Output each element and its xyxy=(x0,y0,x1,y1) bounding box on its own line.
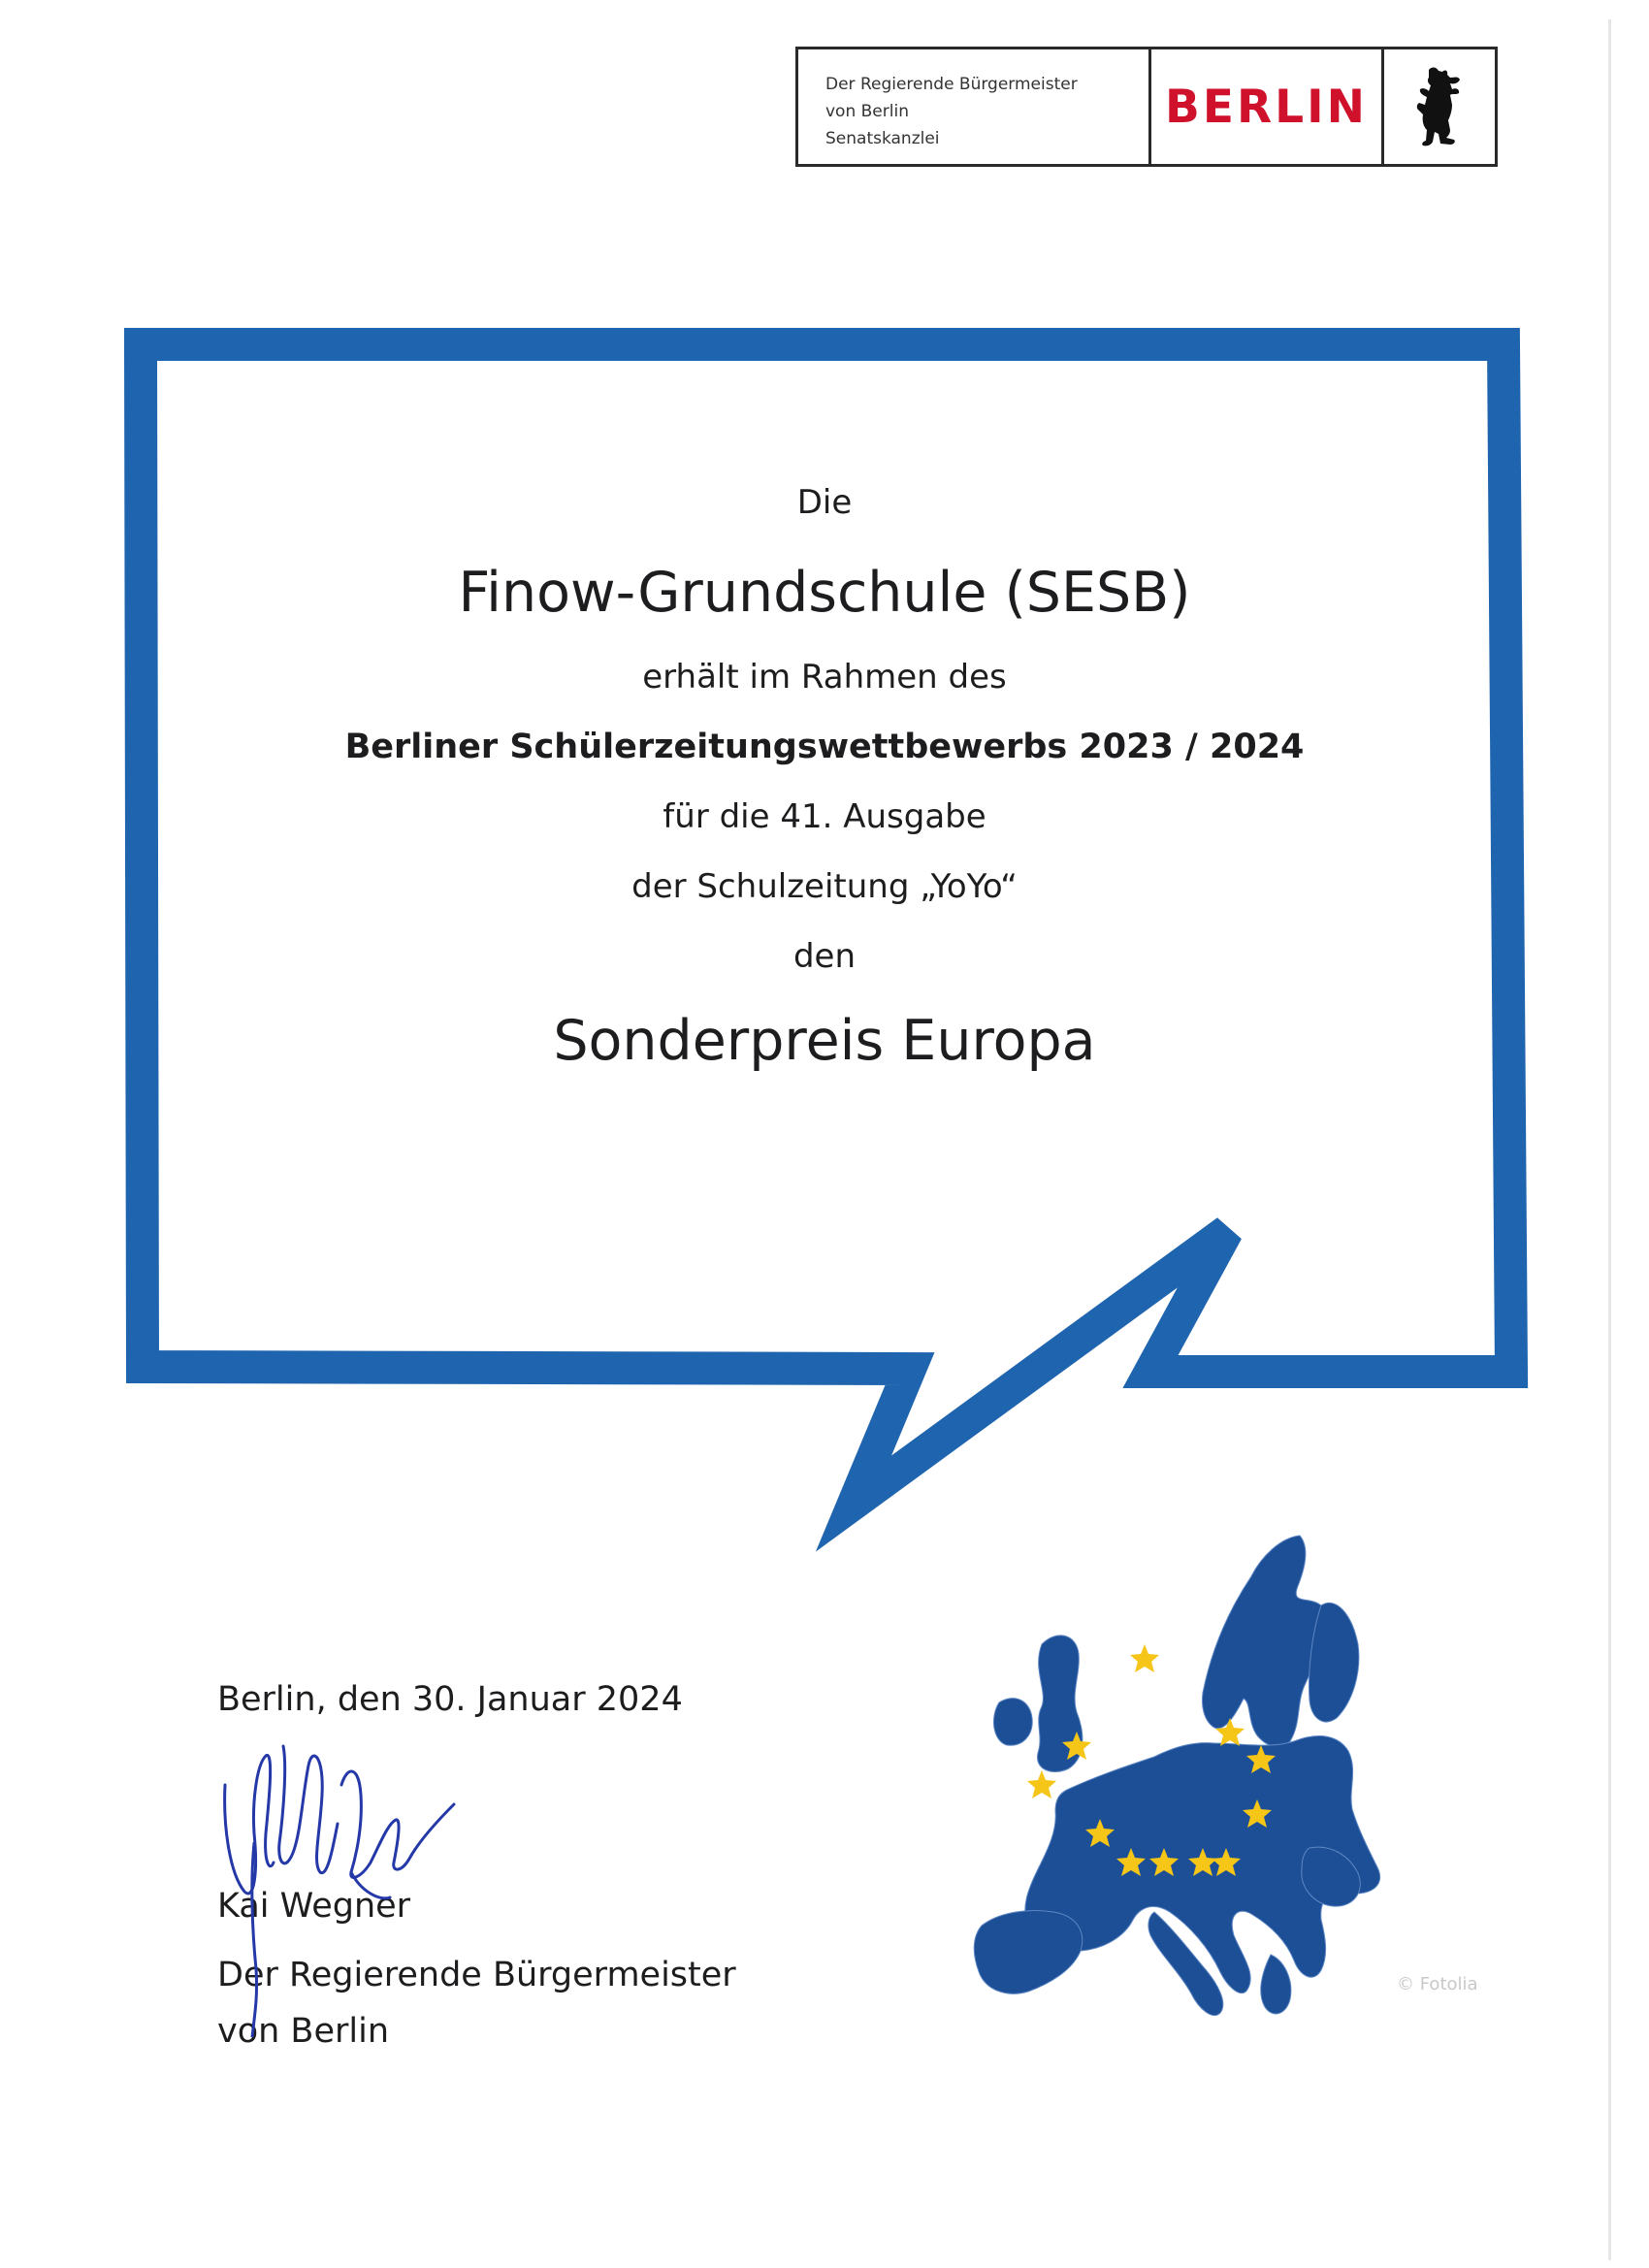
place-date: Berlin, den 30. Januar 2024 xyxy=(217,1680,683,1719)
sender-line-2: von Berlin xyxy=(825,102,909,121)
award-title: Sonderpreis Europa xyxy=(553,1009,1096,1073)
signature-image xyxy=(215,1727,487,2037)
signer-name: Kai Wegner xyxy=(217,1887,411,1926)
edition-line: für die 41. Ausgabe xyxy=(663,797,986,836)
sender-line-3: Senatskanzlei xyxy=(825,129,940,148)
image-credit: © Fotolia xyxy=(1397,1974,1478,1994)
signer-title-2: von Berlin xyxy=(217,2012,389,2051)
newspaper-line: der Schulzeitung „YoYo“ xyxy=(631,867,1018,906)
school-name: Finow-Grundschule (SESB) xyxy=(458,561,1191,625)
article-line: den xyxy=(792,937,857,976)
line-1: erhält im Rahmen des xyxy=(642,658,1007,697)
berlin-wordmark: BERLIN xyxy=(1151,49,1384,164)
intro-text: Die xyxy=(796,483,853,522)
signer-title-1: Der Regierende Bürgermeister xyxy=(217,1956,736,1994)
sender-line-1: Der Regierende Bürgermeister xyxy=(825,75,1078,94)
competition-name: Berliner Schülerzeitungswettbewerbs 2023 / 2024 xyxy=(344,728,1305,766)
